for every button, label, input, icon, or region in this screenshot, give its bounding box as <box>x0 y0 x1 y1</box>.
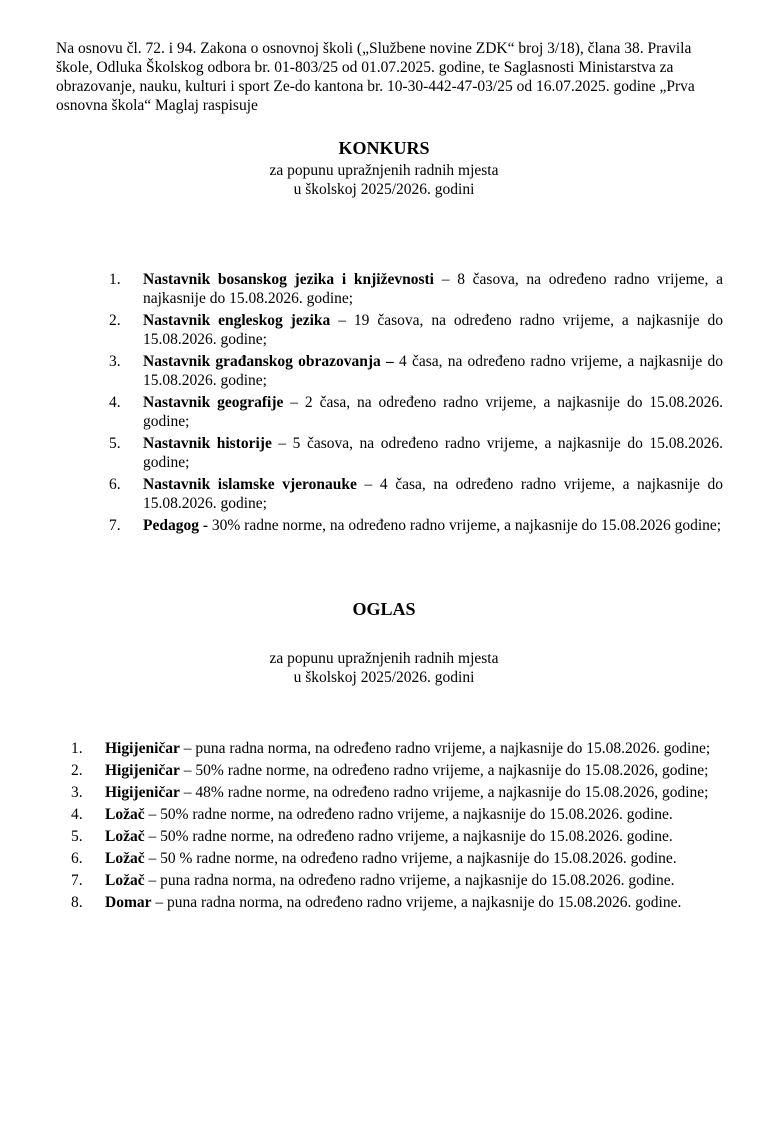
oglas-subtitle-line-2: u školskoj 2025/2026. godini <box>293 669 475 686</box>
list-item <box>71 805 723 824</box>
position-title: Higijeničar <box>105 784 180 801</box>
list-item <box>109 475 724 513</box>
list-item <box>71 893 723 912</box>
position-title: Pedagog - <box>143 517 209 534</box>
position-title: Nastavnik islamske vjeronauke <box>143 476 357 493</box>
position-title: Nastavnik građanskog obrazovanja – <box>143 353 394 370</box>
position-details: – 50 % radne norme, na određeno radno vrijeme, a najkasnije do 15.08.2026. godine. <box>144 850 677 867</box>
item-number: 6. <box>109 476 121 493</box>
position-details: – 5 časova, na određeno radno vrijeme, a najkasnije do 15.08.2026. godine; <box>143 435 723 471</box>
position-details: – 19 časova, na određeno radno vrijeme, a najkasnije do 15.08.2026. godine; <box>143 312 724 348</box>
position-details: 30% radne norme, na određeno radno vrijeme, a najkasnije do 15.08.2026 godine; <box>208 517 722 534</box>
position-title: Higijeničar <box>105 740 180 757</box>
item-number: 4. <box>71 806 83 823</box>
list-item <box>71 739 723 758</box>
item-number: 5. <box>109 435 121 452</box>
konkurs-title: KONKURS <box>338 138 430 158</box>
intro-paragraph: Na osnovu čl. 72. i 94. Zakona o osnovnoj školi („Službene novine ZDK“ broj 3/18), člana 38. Pravila škole, Odluka Školskog odbora br. 01-803/25 od 01.07.2025. godine, te Saglasnosti Ministarstva za obrazovanje, nauku, kulturi i sport Ze-do kantona br. 10-30-442-47-03/25 od 16.07.2025. godine „Prva osnovna škola“ Maglaj raspisuje <box>56 40 695 114</box>
item-number: 7. <box>71 872 83 889</box>
item-number: 3. <box>71 784 83 801</box>
position-details: – 4 časa, na određeno radno vrijeme, a najkasnije do 15.08.2026. godine; <box>143 476 724 512</box>
list-item <box>71 783 723 802</box>
position-title: Nastavnik bosanskog jezika i književnosti <box>143 271 434 288</box>
konkurs-subtitle-line-1: za popunu upražnjenih radnih mjesta <box>269 162 499 179</box>
position-details: – puna radna norma, na određeno radno vrijeme, a najkasnije do 15.08.2026. godine. <box>151 894 682 911</box>
list-item <box>71 761 723 780</box>
position-details: – 50% radne norme, na određeno radno vrijeme, a najkasnije do 15.08.2026. godine. <box>144 806 673 823</box>
position-title: Ložač <box>105 806 145 823</box>
item-number: 4. <box>109 394 121 411</box>
position-title: Nastavnik historije <box>143 435 272 452</box>
oglas-position-list <box>71 739 723 915</box>
item-number: 3. <box>109 353 121 370</box>
position-title: Nastavnik geografije <box>143 394 284 411</box>
position-title: Domar <box>105 894 152 911</box>
position-title: Ložač <box>105 828 145 845</box>
position-details: 4 časa, na određeno radno vrijeme, a najkasnije do 15.08.2026. godine; <box>143 353 723 389</box>
item-number: 1. <box>109 271 121 288</box>
item-number: 5. <box>71 828 83 845</box>
konkurs-subtitle-line-2: u školskoj 2025/2026. godini <box>293 181 475 198</box>
position-details: – 50% radne norme, na određeno radno vrijeme, a najkasnije do 15.08.2026. godine. <box>144 828 673 845</box>
item-number: 6. <box>71 850 83 867</box>
oglas-title: OGLAS <box>352 599 416 619</box>
position-details: – 8 časova, na određeno radno vrijeme, a najkasnije do 15.08.2026. godine; <box>143 271 724 307</box>
list-item <box>71 871 723 890</box>
list-item <box>109 516 723 535</box>
position-title: Higijeničar <box>105 762 180 779</box>
item-number: 8. <box>71 894 83 911</box>
list-item <box>71 849 723 868</box>
item-number: 7. <box>109 517 121 534</box>
position-details: – puna radna norma, na određeno radno vrijeme, a najkasnije do 15.08.2026. godine. <box>144 872 675 889</box>
list-item <box>109 311 724 349</box>
position-title: Ložač <box>105 872 145 889</box>
oglas-subtitle-line-1: za popunu upražnjenih radnih mjesta <box>269 650 499 667</box>
item-number: 1. <box>71 740 83 757</box>
position-details: – puna radna norma, na određeno radno vrijeme, a najkasnije do 15.08.2026. godine; <box>179 740 711 757</box>
position-title: Nastavnik engleskog jezika <box>143 312 331 329</box>
position-details: – 2 časa, na određeno radno vrijeme, a najkasnije do 15.08.2026. godine; <box>143 394 723 430</box>
position-title: Ložač <box>105 850 145 867</box>
position-details: – 50% radne norme, na određeno radno vrijeme, a najkasnije do 15.08.2026, godine; <box>179 762 709 779</box>
item-number: 2. <box>71 762 83 779</box>
list-item <box>109 270 724 308</box>
position-details: – 48% radne norme, na određeno radno vrijeme, a najkasnije do 15.08.2026, godine; <box>179 784 709 801</box>
list-item <box>109 393 723 431</box>
item-number: 2. <box>109 312 121 329</box>
list-item <box>109 352 723 390</box>
konkurs-position-list <box>109 270 724 538</box>
list-item <box>71 827 723 846</box>
list-item <box>109 434 723 472</box>
